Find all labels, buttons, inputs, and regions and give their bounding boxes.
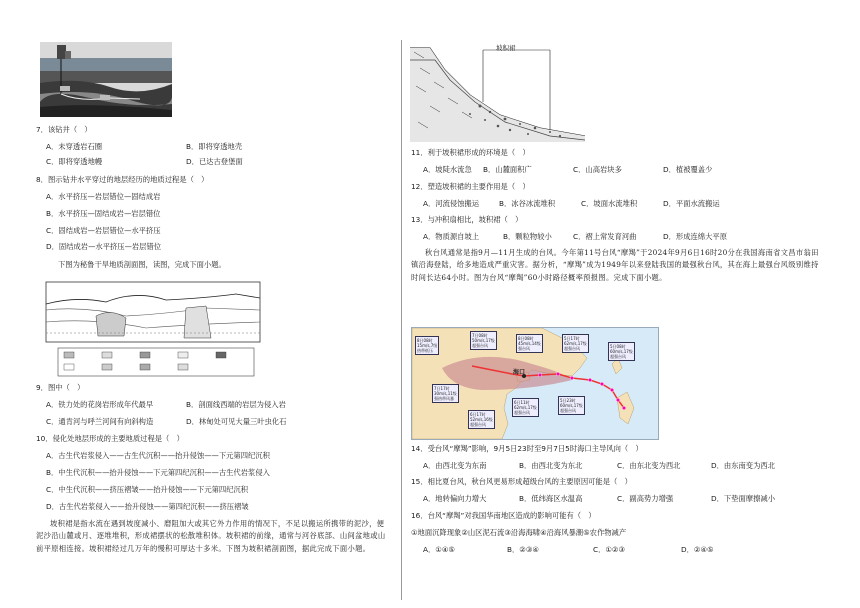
q12-stem: 12．塑造坡积裙的主要作用是（ ） (411, 182, 530, 191)
q16-option-a[interactable]: A．①④⑤ (423, 545, 455, 554)
q13-option-a[interactable]: A．物质源自坡上 (423, 232, 480, 241)
q15-option-d[interactable]: D．下垫面摩擦减小 (711, 494, 775, 503)
typhoon-intro: 秋台风通常是指9月—11月生成的台风。今年第11号台风“摩羯”于2024年9月6日16时20分在我国海南省文昌市翁田镇沿海登陆，给多地造成严重灾害。据分析，“摩羯”成为1949年以来登陆我国的最强秋台风，其在海上最强台风级别维持时间长达64小时。图为台风“摩羯”60小时路径概率预报图。完成下面小题。 (411, 248, 819, 282)
map-box-5: 5日08时 60m/s,17级 超强台风 (610, 344, 633, 359)
q8-option-c[interactable]: C．固结成岩—岩层错位—水平挤压 (46, 226, 161, 235)
q12-option-a[interactable]: A．河流侵蚀搬运 (423, 199, 480, 208)
q10-option-c[interactable]: C．中生代沉积——挤压褶皱——抬升侵蚀——下元第四纪沉积 (46, 485, 249, 494)
geologic-profile-figure (36, 278, 268, 380)
q7-option-a[interactable]: A．未穿透岩石圈 (46, 142, 103, 151)
q11-option-a[interactable]: A．坡陡水流急 (423, 165, 472, 174)
q14-option-a[interactable]: A．由西北变为东南 (423, 461, 487, 470)
map-box-2: 8日08时 45m/s,14级 强台风 (518, 336, 541, 351)
q7-option-c[interactable]: C．即将穿透地幔 (46, 157, 103, 166)
q9-option-b[interactable]: B．剖面线西端的岩层为侵入岩 (186, 400, 286, 409)
q14-option-c[interactable]: C．由东北变为西北 (617, 461, 681, 470)
q14-stem: 14．受台风“摩羯”影响，9月5日23时至9月7日5时海口主导风向（ ） (411, 444, 643, 453)
map-box-3: 5日17时 62m/s,17级 超强台风 (564, 336, 587, 351)
q15-option-b[interactable]: B．低纬海区水温高 (519, 494, 583, 503)
drilling-rig-figure (40, 42, 172, 117)
q10-stem: 10．侵化处地层形成的主要地质过程是（ ） (36, 434, 184, 443)
column-divider (401, 40, 402, 600)
q13-option-b[interactable]: B．颗粒物较小 (503, 232, 552, 241)
fan-label: 坡积裙 (496, 44, 516, 52)
q16-items: ①地面沉降现象②山区泥石流③沿海海啸④沿海风暴潮⑤农作物减产 (411, 528, 627, 537)
q11-stem: 11．利于坡积裙形成的环境是（ ） (411, 148, 530, 157)
q9-stem: 9．图中（ ） (36, 383, 85, 392)
q9-option-c[interactable]: C．通肯河与呼兰河间有向斜构造 (46, 417, 154, 426)
map-box-1: 7日08时 50m/s,17级 超强台风 (472, 333, 495, 348)
q16-option-c[interactable]: C．①②③ (593, 545, 626, 554)
q12-option-d[interactable]: D．平面水流搬运 (663, 199, 720, 208)
q16-stem: 16．台风“摩羯”对我国华南地区造成的影响可能有（ ） (411, 511, 596, 520)
city-label-haikou: 海口 (513, 369, 526, 376)
q9-option-d[interactable]: D．林甸处可见大量三叶虫化石 (186, 417, 287, 426)
q15-option-c[interactable]: C．副高势力增强 (617, 494, 674, 503)
q8-option-d[interactable]: D．固结成岩—水平挤压—岩层错位 (46, 242, 162, 251)
q13-option-c[interactable]: C．褶上常发育河曲 (573, 232, 637, 241)
q16-option-d[interactable]: D．②④⑤ (681, 545, 714, 554)
talus-apron-figure (410, 40, 585, 142)
fan-intro: 坡积裙是指水流在遇到坡度减小、磨阻加大或其它外力作用的情况下，不足以搬运所携带的泥沙，便泥沙沿山麓或月、逐堆堆积，形成裙摆状的松散堆积体。坡积裙的前缘，通常与河谷底部、山间盆地或山前平原相连接。坡积裙经过几万年的慢积可厚达十多米。下图为坡积裙剖面图，据此完成下面小题。 (36, 519, 386, 553)
q10-option-b[interactable]: B．中生代沉积——抬升侵蚀——下元第四纪沉积——古生代岩浆侵入 (46, 468, 270, 477)
profile-intro: 下图为秘鲁干旱地质剖面图，读图，完成下面小题。 (58, 260, 226, 269)
q15-stem: 15．相比夏台风，秋台风更易形成超级台风的主要原因可能是（ ） (411, 477, 632, 486)
q12-option-c[interactable]: C．坡面水流堆积 (581, 199, 638, 208)
map-box-6: 7日17时 30m/s,11级 强热带风暴 (434, 386, 457, 401)
q7-option-d[interactable]: D．已达古登堡面 (186, 157, 243, 166)
q13-stem: 13．与冲积扇相比，坡积裙（ ） (411, 215, 523, 224)
q16-option-b[interactable]: B．②③④ (507, 545, 539, 554)
q7-option-b[interactable]: B．即将穿透地壳 (186, 142, 243, 151)
typhoon-track-map (411, 327, 659, 440)
q11-option-d[interactable]: D．植被覆盖少 (663, 165, 713, 174)
q7-stem: 7．该钻井（ ） (36, 125, 92, 134)
q11-option-b[interactable]: B．山麓面积广 (483, 165, 532, 174)
q14-option-b[interactable]: B．由西北变为东北 (519, 461, 583, 470)
q8-option-a[interactable]: A．水平挤压—岩层错位—固结成岩 (46, 192, 161, 201)
q8-stem: 8．图示钻井水平穿过的地层经历的地质过程是（ ） (36, 175, 209, 184)
q14-option-d[interactable]: D．由东南变为西北 (711, 461, 775, 470)
map-box-7: 6日11时 62m/s,17级 超强台风 (514, 400, 537, 415)
q10-option-a[interactable]: A．古生代岩浆侵入——古生代沉积——抬升侵蚀——下元第四纪沉积 (46, 451, 270, 460)
q12-option-b[interactable]: B．冰谷冰流堆积 (499, 199, 556, 208)
map-box-8: 5日23时 60m/s,17级 超强台风 (560, 398, 583, 413)
q13-option-d[interactable]: D．形成连绵大平原 (663, 232, 727, 241)
q8-option-b[interactable]: B．水平挤压—固结成岩—岩层错位 (46, 209, 161, 218)
q15-option-a[interactable]: A．地转偏向力增大 (423, 494, 487, 503)
map-box-4: 8日08时 15m/s,7级 热带低压 (417, 338, 438, 353)
map-box-9: 6日17时 52m/s,16级 超强台风 (470, 412, 493, 427)
q11-option-c[interactable]: C．山高岩块多 (573, 165, 622, 174)
q9-option-a[interactable]: A．铁力处的花岗岩形成年代最早 (46, 400, 154, 409)
q10-option-d[interactable]: D．古生代岩浆侵入——抬升侵蚀——第四纪沉积——挤压褶皱 (46, 502, 249, 511)
